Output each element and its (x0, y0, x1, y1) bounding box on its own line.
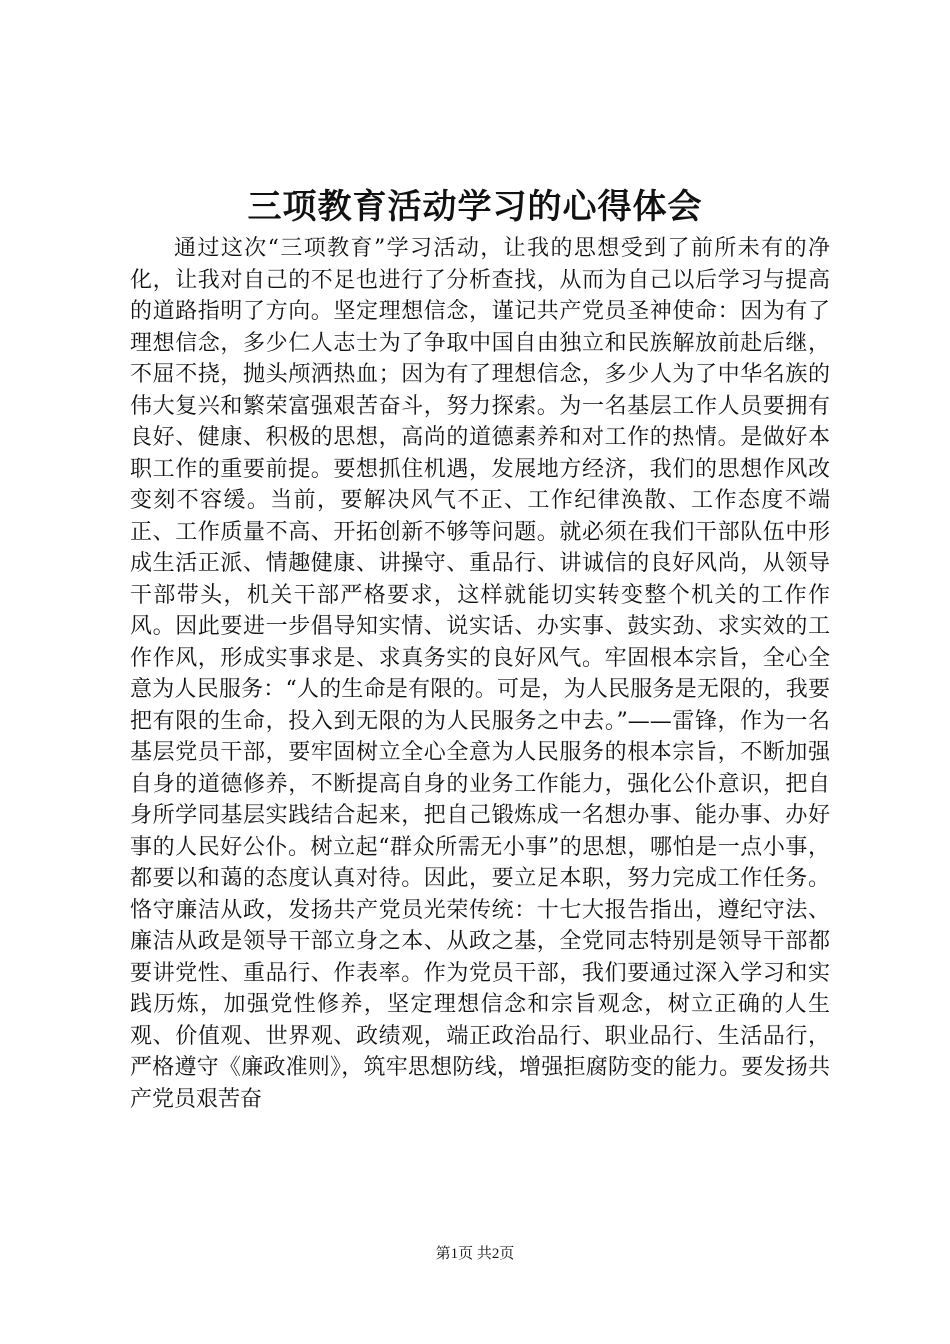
document-title: 三项教育活动学习的心得体会 (247, 187, 703, 227)
document-body-paragraph: 通过这次“三项教育”学习活动，让我的思想受到了前所未有的净化，让我对自己的不足也进行了分析查找，从而为自己以后学习与提高的道路指明了方向。坚定理想信念，谨记共产党员圣神使命：因为有了理想信念，多少仁人志士为了争取中国自由独立和民族解放前赴后继，不屈不挠，抛头颅洒热血；因为有了理想信念，多少人为了中华名族的伟大复兴和繁荣富强艰苦奋斗，努力探索。为一名基层工作人员要拥有良好、健康、积极的思想，高尚的道德素养和对工作的热情。是做好本职工作的重要前提。要想抓住机遇，发展地方经济，我们的思想作风改变刻不容缓。当前，要解决风气不正、工作纪律涣散、工作态度不端正、工作质量不高、开拓创新不够等问题。就必须在我们干部队伍中形成生活正派、情趣健康、讲操守、重品行、讲诚信的良好风尚，从领导干部带头，机关干部严格要求，这样就能切实转变整个机关的工作作风。因此要进一步倡导知实情、说实话、办实事、鼓实劲、求实效的工作作风，形成实事求是、求真务实的良好风气。牢固根本宗旨，全心全意为人民服务：“人的生命是有限的。可是，为人民服务是无限的，我要把有限的生命，投入到无限的为人民服务之中去。”——雷锋，作为一名基层党员干部，要牢固树立全心全意为人民服务的根本宗旨，不断加强自身的道德修养，不断提高自身的业务工作能力，强化公仆意识，把自身所学同基层实践结合起来，把自己锻炼成一名想办事、能办事、办好事的人民好公仆。树立起“群众所需无小事”的思想，哪怕是一点小事，都要以和蔼的态度认真对待。因此，要立足本职，努力完成工作任务。恪守廉洁从政，发扬共产党员光荣传统：十七大报告指出，遵纪守法、廉洁从政是领导干部立身之本、从政之基，全党同志特别是领导干部都要讲党性、重品行、作表率。作为党员干部，我们要通过深入学习和实践历炼，加强党性修养，坚定理想信念和宗旨观念，树立正确的人生观、价值观、世界观、政绩观，端正政治品行、职业品行、生活品行，严格遵守《廉政准则》，筑牢思想防线，增强拒腐防变的能力。要发扬共产党员艰苦奋 (130, 236, 830, 1112)
page-number-footer: 第1页 共2页 (435, 1246, 515, 1262)
